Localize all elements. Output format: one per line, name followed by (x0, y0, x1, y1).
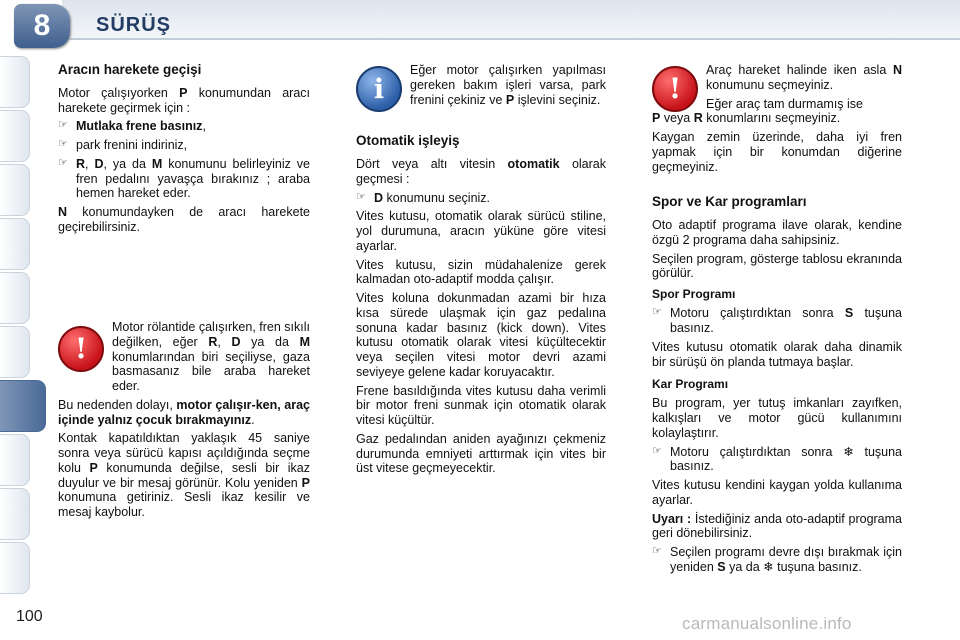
warning-text: P veya R konumlarını seçmeyiniz. (652, 111, 841, 126)
warning-icon: ! (58, 326, 104, 372)
paragraph: Uyarı : İstediğiniz anda oto-adaptif programa geri dönebilirsiniz. (652, 511, 902, 541)
chapter-sidebar (0, 56, 34, 586)
snowflake-icon: ❄ (763, 559, 774, 574)
page-header (0, 0, 960, 54)
watermark: carmanualsonline.info (682, 614, 852, 633)
paragraph: Frene basıldığında vites kutusu daha verimli bir motor freni sunmak için otomatik olarak vitesi küçültür. (356, 383, 606, 428)
column-3 (652, 63, 902, 579)
sidebar-tab-5[interactable] (0, 272, 30, 324)
sidebar-tab-8[interactable] (0, 434, 30, 486)
info-icon: i (356, 66, 402, 112)
sidebar-tab-4[interactable] (0, 218, 30, 270)
paragraph: Vites kutusu kendini kaygan yolda kullanıma ayarlar. (652, 478, 902, 507)
section-title: Spor ve Kar programları (652, 194, 807, 210)
hand-pointer-icon: ☞ (356, 190, 366, 203)
list-item: ☞ park frenini indiriniz, (58, 138, 188, 153)
paragraph: Dört veya altı vitesin otomatik olarak geçmesi : (356, 157, 606, 186)
warning-text: Motor rölantide çalışırken, fren sıkılı değilken, eğer R, D ya da M konumlarından biri seçiliyse, gaza basmasanız bile araba hareket eder. (112, 320, 310, 393)
column-2 (356, 63, 606, 480)
paragraph: Vites kutusu otomatik olarak daha dinamik bir sürüşü ön planda tutmaya başlar. (652, 339, 902, 369)
chapter-title: SÜRÜŞ (96, 14, 172, 36)
hand-pointer-icon: ☞ (58, 156, 68, 169)
sidebar-tab-10[interactable] (0, 542, 30, 594)
paragraph: Bu program, yer tutuş imkanları zayıfken, kalkışları ve motor gücü kullanımını kolaylaştırır. (652, 396, 902, 440)
intro-paragraph: Motor çalışıyorken P konumundan aracı harekete geçirmek için : (58, 85, 311, 115)
warning-text: Eğer araç tam durmamış ise (706, 96, 863, 111)
paragraph: Vites kutusu, sizin müdahalenize gerek kalmadan oto-adaptif modda çalışır. (356, 257, 606, 287)
subsection-title: Kar Programı (652, 377, 729, 392)
paragraph: Kaygan zemin üzerinde, daha iyi fren yapmak için bir konumdan diğerine geçmeyiniz. (652, 130, 902, 174)
paragraph: Vites koluna dokunmadan azami bir hıza kısa sürede ulaşmak için gaz pedalına sonuna kadar basınız (kick down). Vites kutusu otomatik olarak vitesi küçültecektir veya seçilen vitesi motor devri azami seviyeye gelene kadar koruyacaktır. (356, 291, 606, 379)
page-number: 100 (16, 608, 43, 625)
hand-pointer-icon: ☞ (652, 444, 662, 457)
warning-icon: ! (652, 66, 698, 112)
neutral-note: N konumundayken de aracı harekete geçirebilirsiniz. (58, 205, 310, 234)
list-item: ☞ R, D, ya da M konumunu belirleyiniz ve fren pedalını yavaşça bırakınız ; araba hemen hareket eder. (58, 156, 310, 201)
sidebar-tab-1[interactable] (0, 56, 30, 108)
chapter-number-tab[interactable]: 8 (14, 4, 70, 48)
paragraph: Oto adaptif programa ilave olarak, kendine özgü 2 programa daha sahipsiniz. (652, 218, 902, 247)
paragraph: Vites kutusu, otomatik olarak sürücü stiline, yol durumuna, aracın yüküne göre vitesi ayarlar. (356, 209, 606, 253)
hand-pointer-icon: ☞ (58, 138, 68, 151)
sidebar-tab-7-active[interactable] (0, 380, 46, 432)
subsection-title: Spor Programı (652, 287, 736, 302)
list-item: ☞ Motoru çalıştırdıktan sonra ❄ tuşuna basınız. (652, 444, 902, 474)
sidebar-tab-3[interactable] (0, 164, 30, 216)
paragraph: Seçilen program, gösterge tablosu ekranında görülür. (652, 251, 902, 281)
warning-block (58, 320, 310, 524)
list-item: ☞ Mutlaka frene basınız, (58, 119, 206, 134)
column-1 (58, 62, 310, 239)
paragraph: Gaz pedalından aniden ayağınızı çekmeniz durumunda emniyeti arttırmak için vites bir üst vitese geçmeyecektir. (356, 431, 606, 476)
sidebar-tab-9[interactable] (0, 488, 30, 540)
sidebar-tab-6[interactable] (0, 326, 30, 378)
warning-text: Araç hareket halinde iken asla N konumunu seçmeyiniz. (706, 63, 902, 92)
snowflake-icon: ❄ (843, 444, 854, 459)
hand-pointer-icon: ☞ (652, 306, 662, 319)
hand-pointer-icon: ☞ (58, 119, 68, 132)
info-text: Eğer motor çalışırken yapılması gereken bakım işleri varsa, park frenini çekiniz ve P işlevini seçiniz. (410, 63, 606, 107)
section-title: Otomatik işleyiş (356, 133, 460, 149)
ignition-paragraph: Kontak kapatıldıktan yaklaşık 45 saniye sonra veya sürücü kapısı açıldığında seçme kolu P konumunda değilse, sesli bir ikaz duyulur ve bir mesaj görünür. Kolu yeniden P konumuna getiriniz. Sesli ikaz kesilir ve mesaj kaybolur. (58, 431, 311, 519)
list-item: ☞ Motoru çalıştırdıktan sonra S tuşuna basınız. (652, 306, 902, 336)
hand-pointer-icon: ☞ (652, 545, 662, 558)
child-warning: Bu nedenden dolayı, motor çalışır-ken, araç içinde yalnız çocuk bırakmayınız. (58, 397, 310, 427)
list-item: ☞ D konumunu seçiniz. (356, 190, 491, 205)
sidebar-tab-2[interactable] (0, 110, 30, 162)
section-title: Aracın harekete geçişi (58, 62, 202, 77)
header-band (62, 0, 960, 40)
list-item: ☞ Seçilen programı devre dışı bırakmak için yeniden S ya da ❄ tuşuna basınız. (652, 545, 902, 574)
